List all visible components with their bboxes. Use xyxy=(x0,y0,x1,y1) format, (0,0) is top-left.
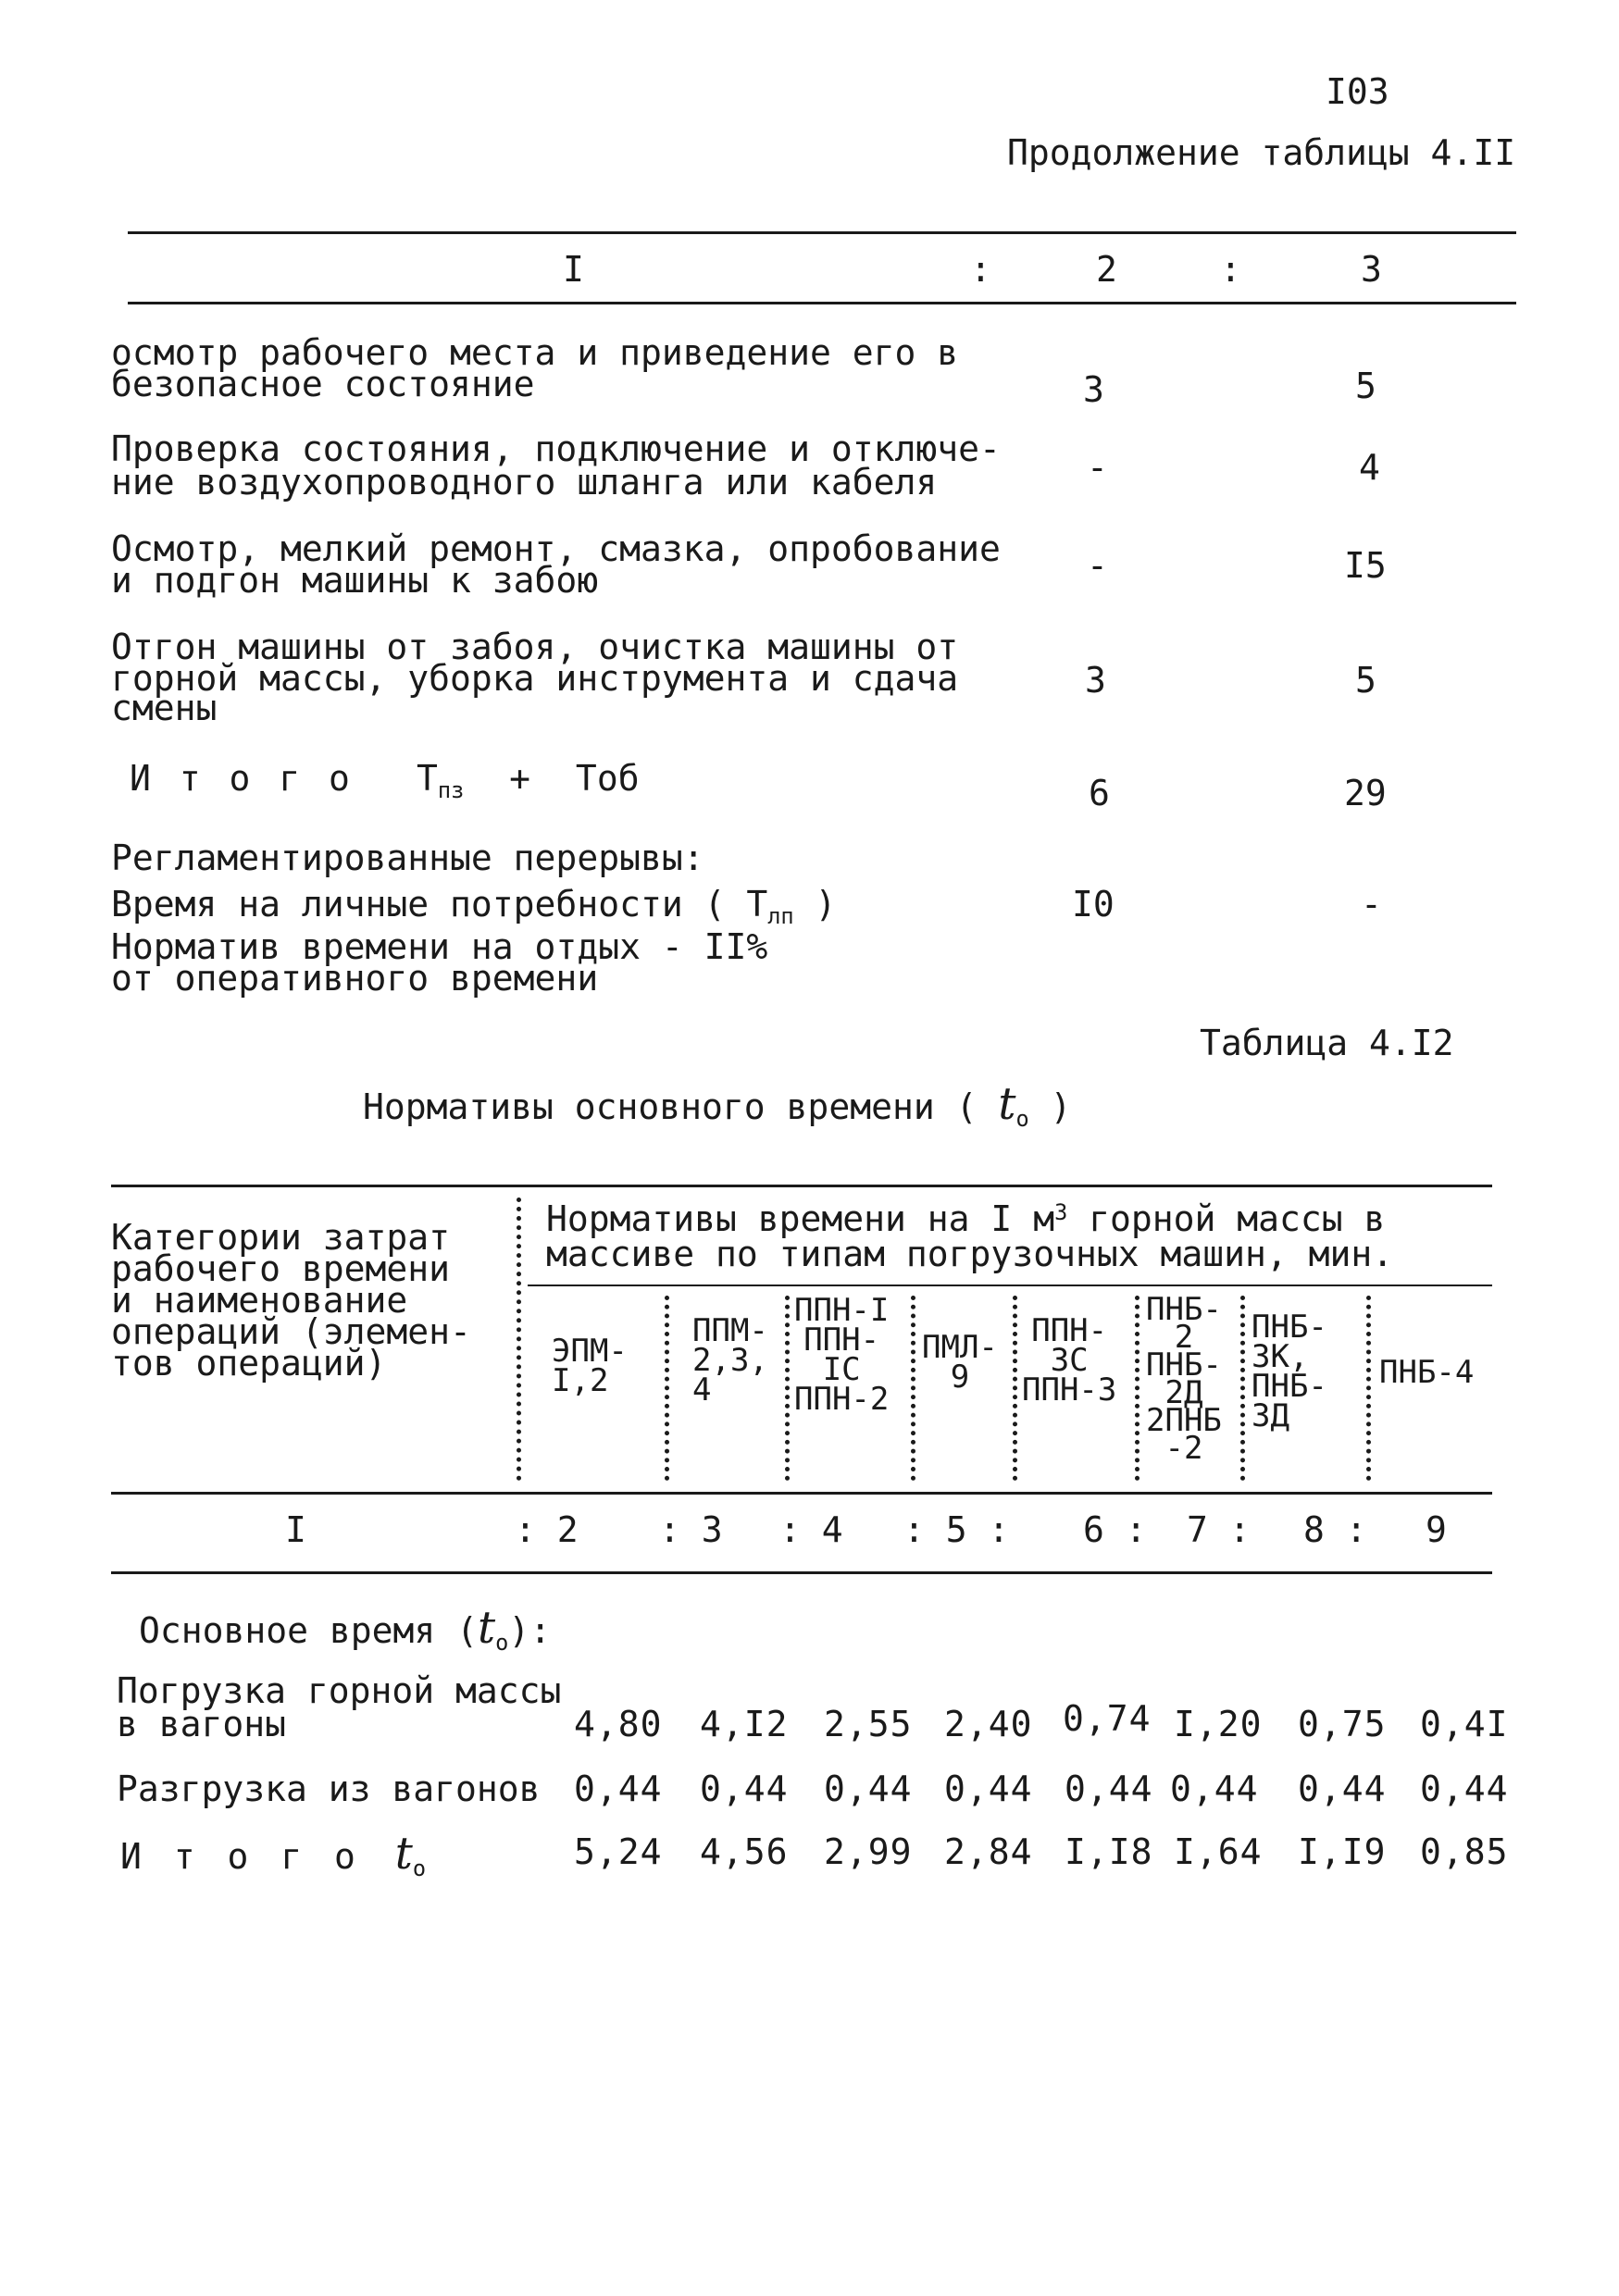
table1-row3-col3: I5 xyxy=(1344,545,1387,586)
col-number-7: 7 : xyxy=(1187,1509,1251,1550)
row-unloading-v2: 0,44 xyxy=(700,1769,789,1809)
row-loading-v3: 2,55 xyxy=(824,1704,913,1744)
table1-personal-needs xyxy=(111,884,837,930)
table2-header-rule xyxy=(111,1492,1492,1495)
table1-row1-line2: безопасное состояние xyxy=(111,364,535,404)
table2-label: Таблица 4.I2 xyxy=(1200,1023,1454,1063)
section-label xyxy=(139,1603,552,1657)
row-loading-line1: Погрузка горной массы xyxy=(117,1670,562,1711)
page-number: I03 xyxy=(1326,71,1389,112)
table1-row4-col3: 5 xyxy=(1355,660,1376,701)
table2-top-rule xyxy=(111,1185,1492,1187)
machine-2-line1: ППМ- xyxy=(692,1312,768,1349)
t-symbol-sub: o xyxy=(1015,1106,1029,1133)
table1-personal-needs-col2: I0 xyxy=(1072,884,1115,925)
separator xyxy=(1013,1296,1017,1481)
machine-6-line4: 2Д xyxy=(1164,1374,1203,1411)
section-label-close: ): xyxy=(508,1610,552,1651)
formula-sub2: об xyxy=(596,758,640,799)
table2-title xyxy=(363,1079,1072,1133)
table1-header-col3: 3 xyxy=(1361,249,1382,290)
row-loading-v1: 4,80 xyxy=(574,1704,663,1744)
table2-colnum-rule xyxy=(111,1571,1492,1574)
col-number-4-value: 4 xyxy=(821,1509,843,1550)
table1-rest-norm-line1: Норматив времени на отдых - II% xyxy=(111,926,768,967)
table1-top-rule xyxy=(128,231,1516,234)
machine-2 xyxy=(692,1312,768,1409)
row-loading-v8: 0,4I xyxy=(1420,1704,1509,1744)
machine-4-line1: ПМЛ- xyxy=(922,1329,998,1366)
table1-row2-col2: - xyxy=(1087,447,1108,488)
group-header-text: Нормативы времени на I м xyxy=(546,1198,1055,1239)
machine-7-line3: ПНБ- xyxy=(1252,1368,1327,1405)
table2-group-rule xyxy=(528,1285,1492,1286)
table1-total-formula xyxy=(417,758,640,804)
table1-row2-line1: Проверка состояния, подключение и отключе- xyxy=(111,428,1001,469)
machine-6 xyxy=(1146,1291,1222,1467)
table1-personal-needs-col3: - xyxy=(1361,884,1382,925)
col-number-1: I xyxy=(285,1509,306,1550)
row-total-v8: 0,85 xyxy=(1420,1831,1509,1872)
group-header-sup: 3 xyxy=(1054,1199,1068,1226)
row-unloading-v1: 0,44 xyxy=(574,1769,663,1809)
row-unloading-v4: 0,44 xyxy=(944,1769,1033,1809)
table1-rest-norm-line2: от оперативного времени xyxy=(111,958,599,999)
table1-row3-line2: и подгон машины к забою xyxy=(111,560,599,601)
col-number-5-value: 5 xyxy=(945,1509,967,1550)
row-unloading-v7: 0,44 xyxy=(1298,1769,1387,1809)
table2-row-header-line2: рабочего времени xyxy=(111,1248,451,1289)
machine-1-line2: I,2 xyxy=(552,1362,609,1399)
machine-5-line3: ППН-3 xyxy=(1022,1371,1117,1409)
col-number-2-value: 2 xyxy=(556,1509,579,1550)
machine-7-line4: 3Д xyxy=(1252,1397,1289,1434)
table1-row1-col3: 5 xyxy=(1355,366,1376,406)
row-unloading-v8: 0,44 xyxy=(1420,1769,1509,1809)
table2-row-header-line1: Категории затрат xyxy=(111,1217,451,1258)
row-total-text: И т о г о xyxy=(120,1836,361,1877)
col-number-9: 9 xyxy=(1426,1509,1447,1550)
machine-6-line1: ПНБ- xyxy=(1146,1291,1222,1328)
col-number-8: 8 : xyxy=(1303,1509,1367,1550)
table1-total-col3: 29 xyxy=(1344,773,1387,813)
table1-row3-col2: - xyxy=(1087,545,1108,586)
table2-row-header-line4: операций (элемен- xyxy=(111,1311,471,1352)
separator xyxy=(1366,1296,1371,1481)
table1-header-sep1: : xyxy=(970,249,991,290)
col-number-5: : 5 : xyxy=(903,1509,1010,1550)
table1-row3-line1: Осмотр, мелкий ремонт, смазка, опробование xyxy=(111,528,1001,569)
table1-row4-line1: Отгон машины от забоя, очистка машины от xyxy=(111,627,959,667)
machine-5 xyxy=(1022,1312,1117,1409)
table1-row2-col3: 4 xyxy=(1359,447,1380,488)
table2-group-header-line2: массиве по типам погрузочных машин, мин. xyxy=(546,1234,1394,1274)
machine-8: ПНБ-4 xyxy=(1379,1354,1475,1391)
table1-breaks-heading: Регламентированные перерывы: xyxy=(111,838,704,878)
t-symbol: t xyxy=(478,1603,496,1654)
row-loading-v7: 0,75 xyxy=(1298,1704,1387,1744)
separator xyxy=(911,1296,915,1481)
machine-3-line3: IC xyxy=(822,1351,861,1388)
machine-2-line3: 4 xyxy=(692,1371,712,1409)
machine-7-line1: ПНБ- xyxy=(1252,1309,1327,1346)
col-number-7-value: 7 xyxy=(1187,1509,1208,1550)
table1-total-label: И т о г о xyxy=(130,758,354,799)
row-unloading-label: Разгрузка из вагонов xyxy=(117,1769,541,1809)
continuation-title: Продолжение таблицы 4.II xyxy=(1007,132,1516,173)
t-symbol: t xyxy=(394,1829,413,1880)
separator xyxy=(665,1296,669,1481)
col-number-2: : 2 xyxy=(515,1509,579,1550)
table1-header-col1: I xyxy=(563,249,584,290)
table2-row-header-line3: и наименование xyxy=(111,1280,408,1321)
col-number-3-value: 3 xyxy=(701,1509,723,1550)
machine-7-line2: 3К, xyxy=(1252,1338,1309,1375)
row-total-v2: 4,56 xyxy=(700,1831,789,1872)
table2-title-text: Нормативы основного времени ( xyxy=(363,1086,978,1127)
table2-group-header-line1 xyxy=(546,1198,1386,1239)
table1-row4-line2: горной массы, уборка инструмента и сдача xyxy=(111,658,959,699)
formula-sub1: пз xyxy=(437,777,465,804)
table1-total-col2: 6 xyxy=(1089,773,1110,813)
table1-header-sep2: : xyxy=(1220,249,1241,290)
machine-5-line2: 3C xyxy=(1050,1342,1089,1379)
separator xyxy=(517,1198,521,1481)
t-symbol-sub: o xyxy=(495,1630,509,1657)
machine-6-line6: -2 xyxy=(1164,1430,1203,1467)
row-total-label xyxy=(120,1829,427,1882)
col-number-8-value: 8 xyxy=(1303,1509,1325,1550)
table1-row4-col2: 3 xyxy=(1085,660,1106,701)
separator xyxy=(1240,1296,1245,1481)
machine-4-line2: 9 xyxy=(950,1359,970,1396)
col-number-4: : 4 xyxy=(779,1509,843,1550)
t-symbol-sub: o xyxy=(412,1855,427,1882)
row-total-v1: 5,24 xyxy=(574,1831,663,1872)
machine-3-line4: ППН-2 xyxy=(794,1381,890,1418)
machine-3-line2: ППН- xyxy=(803,1322,880,1359)
table2-title-close: ) xyxy=(1050,1086,1072,1127)
table2-row-header-line5: тов операций) xyxy=(111,1343,387,1384)
separator xyxy=(1135,1296,1140,1481)
personal-needs-close: ) xyxy=(815,884,837,925)
machine-1 xyxy=(552,1333,628,1399)
group-header-tail: горной массы в xyxy=(1067,1198,1386,1239)
row-total-v5: I,I8 xyxy=(1065,1831,1153,1872)
t-symbol: t xyxy=(998,1079,1016,1130)
row-loading-v6: I,20 xyxy=(1174,1704,1263,1744)
machine-6-line5: 2ПНБ xyxy=(1146,1402,1222,1439)
separator xyxy=(785,1296,790,1481)
row-total-v3: 2,99 xyxy=(824,1831,913,1872)
machine-6-line2: 2 xyxy=(1174,1319,1194,1356)
row-unloading-v5: 0,44 xyxy=(1065,1769,1153,1809)
row-loading-line2: в вагоны xyxy=(117,1704,287,1744)
col-number-6-value: 6 xyxy=(1083,1509,1104,1550)
machine-3-line1: ППН-I xyxy=(794,1292,890,1329)
col-number-6: 6 : xyxy=(1083,1509,1147,1550)
formula-t1: T xyxy=(417,758,438,799)
row-unloading-v6: 0,44 xyxy=(1170,1769,1259,1809)
section-label-text: Основное время ( xyxy=(139,1610,479,1651)
row-total-v6: I,64 xyxy=(1174,1831,1263,1872)
formula-t2: T xyxy=(575,758,597,799)
table1-row2-line2: ние воздухопроводного шланга или кабеля xyxy=(111,462,938,503)
formula-plus: + xyxy=(509,758,531,799)
row-loading-v4: 2,40 xyxy=(944,1704,1033,1744)
personal-needs-sub: лп xyxy=(767,903,794,930)
machine-1-line1: ЭПМ- xyxy=(552,1333,628,1370)
table1-row1-line1: осмотр рабочего места и приведение его в xyxy=(111,332,959,373)
row-total-v4: 2,84 xyxy=(944,1831,1033,1872)
row-loading-v5: 0,74 xyxy=(1063,1698,1152,1739)
machine-2-line2: 2,3, xyxy=(692,1342,768,1379)
machine-3 xyxy=(794,1292,890,1418)
table1-row4-line3: смены xyxy=(111,688,218,728)
row-loading-v2: 4,I2 xyxy=(700,1704,789,1744)
col-number-3: : 3 xyxy=(659,1509,723,1550)
table1-row1-col2: 3 xyxy=(1083,369,1104,410)
table1-header-rule xyxy=(128,302,1516,304)
personal-needs-label: Время на личные потребности ( T xyxy=(111,884,768,925)
table1-header-col2: 2 xyxy=(1096,249,1117,290)
machine-6-line3: ПНБ- xyxy=(1146,1347,1222,1384)
machine-5-line1: ППН- xyxy=(1031,1312,1108,1349)
row-unloading-v3: 0,44 xyxy=(824,1769,913,1809)
machine-4 xyxy=(922,1329,998,1396)
row-total-v7: I,I9 xyxy=(1298,1831,1387,1872)
machine-7 xyxy=(1252,1309,1327,1434)
